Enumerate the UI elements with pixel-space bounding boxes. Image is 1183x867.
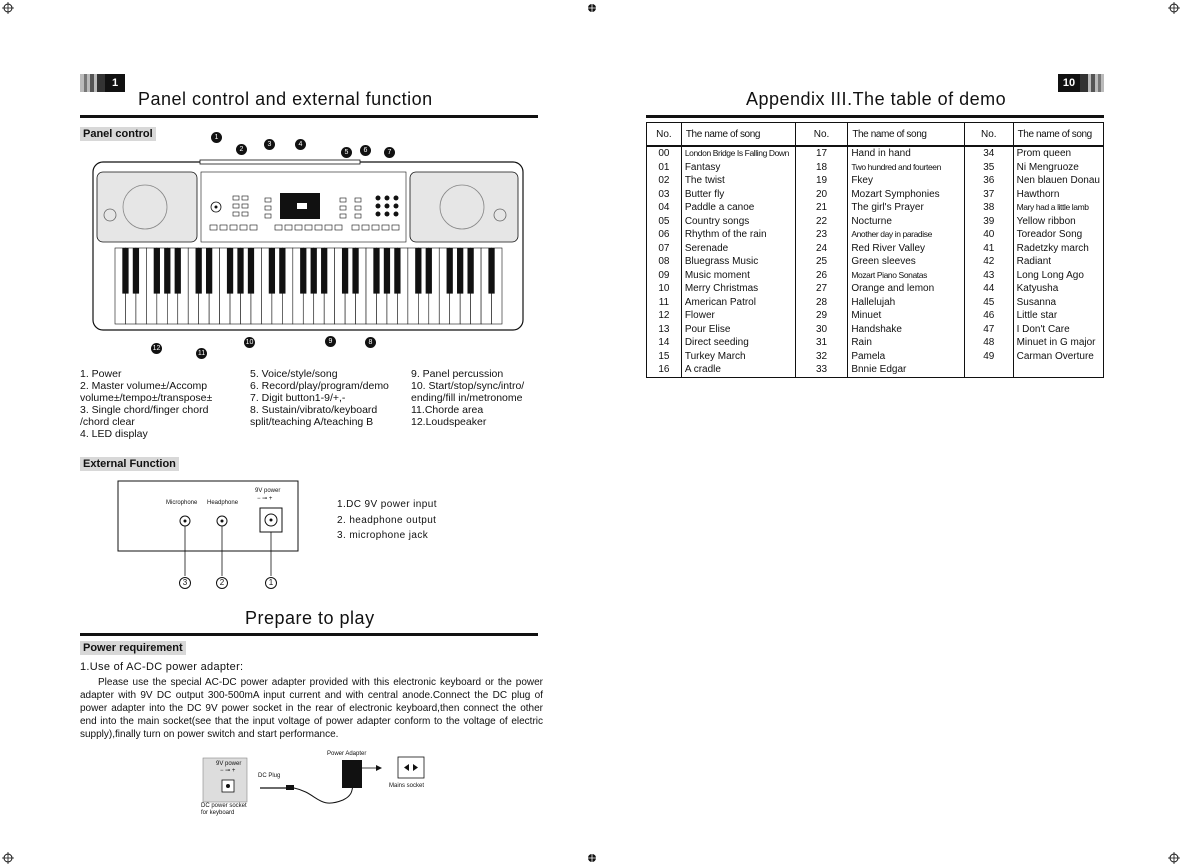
song-number-cell: 11: [647, 296, 682, 310]
song-name-cell: Minuet in G major: [1013, 336, 1103, 350]
table-row: [647, 255, 1104, 269]
song-name-cell: Pamela: [848, 350, 965, 364]
prepare-rule: [80, 633, 538, 636]
callout-4: 4: [295, 139, 306, 150]
song-number-cell: 24: [795, 242, 848, 256]
registration-mark-icon: [2, 852, 14, 864]
song-name-cell: Radetzky march: [1013, 242, 1103, 256]
song-number-cell: 13: [647, 323, 682, 337]
song-number-cell: 48: [964, 336, 1013, 350]
column-header-song-name: The name of song: [848, 123, 965, 147]
callout-11: 11: [197, 350, 206, 357]
song-number-cell: 05: [647, 215, 682, 229]
external-function-list: 1.DC 9V power input 2. headphone output 3. microphone jack: [337, 499, 437, 541]
socket-polarity-label: − ⊸ +: [220, 768, 236, 774]
song-name-cell: Mozart Piano Sonatas: [848, 269, 965, 283]
panel-legend-col3: 9. Panel percussion 10. Start/stop/sync/intro/ ending/fill in/metronome 11.Chorde area 12.Loudspeaker: [411, 368, 525, 428]
song-number-cell: 03: [647, 188, 682, 202]
song-name-cell: Two hundred and fourteen: [848, 161, 965, 175]
table-row: [647, 363, 1104, 377]
power-adapter-paragraph: Please use the special AC-DC power adapter provided with this electronic keyboard or the power adapter with 9V DC output 300-500mA input current and with central anode.Connect the DC plug of power adapter into the DC 9V power socket in the rear of electronic keyboard,then connect the other end into the main socket(see that the input voltage of power adapter conform to the voltage of electric supply),finally turn on power switch and start performance.: [80, 677, 543, 740]
song-number-cell: 39: [964, 215, 1013, 229]
song-name-cell: The twist: [681, 174, 795, 188]
table-row: [647, 336, 1104, 350]
power-adapter-label: Power Adapter: [327, 751, 367, 757]
song-number-cell: 35: [964, 161, 1013, 175]
dc-socket-caption-1: DC power socket: [201, 803, 247, 809]
song-name-cell: Nen blauen Donau: [1013, 174, 1103, 188]
song-number-cell: 36: [964, 174, 1013, 188]
song-number-cell: 00: [647, 146, 682, 161]
page-title: Panel control and external function: [138, 89, 433, 109]
song-name-cell: Toreador Song: [1013, 228, 1103, 242]
callout-1: 1: [211, 132, 222, 143]
section-label-external-function: External Function: [80, 457, 179, 471]
song-name-cell: American Patrol: [681, 296, 795, 310]
song-number-cell: 44: [964, 282, 1013, 296]
table-row: [647, 201, 1104, 215]
song-number-cell: 21: [795, 201, 848, 215]
microphone-jack-label: Microphone: [166, 500, 198, 506]
jack-callout-2: 2: [216, 577, 228, 589]
table-row: [647, 215, 1104, 229]
column-header-no: No.: [647, 123, 682, 147]
song-name-cell: Hand in hand: [848, 146, 965, 161]
callout-10: 10: [245, 339, 254, 346]
song-number-cell: [964, 363, 1013, 377]
song-number-cell: 25: [795, 255, 848, 269]
table-row: [647, 269, 1104, 283]
song-number-cell: 27: [795, 282, 848, 296]
table-row: [647, 350, 1104, 364]
column-header-no: No.: [795, 123, 848, 147]
song-name-cell: A cradle: [681, 363, 795, 377]
song-number-cell: 04: [647, 201, 682, 215]
song-number-cell: 46: [964, 309, 1013, 323]
mains-socket-label: Mains socket: [389, 783, 425, 789]
song-name-cell: Rhythm of the rain: [681, 228, 795, 242]
callout-7: 7: [384, 147, 395, 158]
song-name-cell: Serenade: [681, 242, 795, 256]
song-number-cell: 28: [795, 296, 848, 310]
section-label-power-requirement: Power requirement: [80, 641, 186, 655]
song-number-cell: 20: [795, 188, 848, 202]
song-number-cell: 07: [647, 242, 682, 256]
song-name-cell: Radiant: [1013, 255, 1103, 269]
demo-song-table: [646, 122, 1104, 378]
table-row: [647, 323, 1104, 337]
page-number: 1: [105, 74, 125, 92]
callout-9: 9: [325, 336, 336, 347]
song-name-cell: [1013, 363, 1103, 377]
song-number-cell: 12: [647, 309, 682, 323]
column-header-song-name: The name of song: [1013, 123, 1103, 147]
song-number-cell: 43: [964, 269, 1013, 283]
page-tab-stripes-icon: [1080, 74, 1104, 92]
song-number-cell: 09: [647, 269, 682, 283]
song-name-cell: Ni Mengruoze: [1013, 161, 1103, 175]
song-number-cell: 14: [647, 336, 682, 350]
callout-3: 3: [264, 139, 275, 150]
table-row: [647, 161, 1104, 175]
headphone-jack-label: Headphone: [207, 500, 239, 506]
song-number-cell: 01: [647, 161, 682, 175]
table-row: [647, 242, 1104, 256]
song-name-cell: Turkey March: [681, 350, 795, 364]
song-number-cell: 49: [964, 350, 1013, 364]
song-number-cell: 45: [964, 296, 1013, 310]
song-name-cell: Little star: [1013, 309, 1103, 323]
page-tab-stripes-icon: [80, 74, 106, 92]
song-name-cell: Orange and lemon: [848, 282, 965, 296]
song-number-cell: 02: [647, 174, 682, 188]
song-name-cell: Merry Christmas: [681, 282, 795, 296]
song-number-cell: 38: [964, 201, 1013, 215]
title-rule: [646, 115, 1104, 118]
callout-6: 6: [360, 145, 371, 156]
song-name-cell: London Bridge Is Falling Down: [681, 146, 795, 161]
song-name-cell: Handshake: [848, 323, 965, 337]
page-number: 10: [1058, 74, 1080, 92]
song-name-cell: Rain: [848, 336, 965, 350]
song-name-cell: Bluegrass Music: [681, 255, 795, 269]
song-name-cell: Yellow ribbon: [1013, 215, 1103, 229]
song-number-cell: 23: [795, 228, 848, 242]
song-name-cell: Katyusha: [1013, 282, 1103, 296]
table-row: [647, 282, 1104, 296]
power-jack-label: 9V power: [255, 488, 281, 494]
registration-mark-icon: [2, 2, 14, 14]
song-number-cell: 34: [964, 146, 1013, 161]
jack-callout-3: 3: [179, 577, 191, 589]
song-number-cell: 15: [647, 350, 682, 364]
song-name-cell: Green sleeves: [848, 255, 965, 269]
section-label-panel-control: Panel control: [80, 127, 156, 141]
song-number-cell: 10: [647, 282, 682, 296]
song-number-cell: 18: [795, 161, 848, 175]
registration-mark-icon: [1168, 852, 1180, 864]
dc-plug-label: DC Plug: [258, 773, 281, 779]
song-name-cell: Direct seeding: [681, 336, 795, 350]
section-title-prepare-to-play: Prepare to play: [245, 608, 375, 628]
song-name-cell: Country songs: [681, 215, 795, 229]
song-name-cell: The girl's Prayer: [848, 201, 965, 215]
song-number-cell: 16: [647, 363, 682, 377]
song-name-cell: I Don't Care: [1013, 323, 1103, 337]
song-number-cell: 47: [964, 323, 1013, 337]
title-rule: [80, 115, 538, 118]
column-header-song-name: The name of song: [681, 123, 795, 147]
callout-8: 8: [365, 337, 376, 348]
song-name-cell: Susanna: [1013, 296, 1103, 310]
song-name-cell: Nocturne: [848, 215, 965, 229]
song-number-cell: 17: [795, 146, 848, 161]
song-number-cell: 40: [964, 228, 1013, 242]
song-number-cell: 42: [964, 255, 1013, 269]
table-row: [647, 228, 1104, 242]
jack-callout-1: 1: [265, 577, 277, 589]
song-number-cell: 06: [647, 228, 682, 242]
song-number-cell: 37: [964, 188, 1013, 202]
song-name-cell: Red River Valley: [848, 242, 965, 256]
song-name-cell: Fantasy: [681, 161, 795, 175]
song-name-cell: Pour Elise: [681, 323, 795, 337]
polarity-symbol: − ⊸ +: [257, 496, 273, 502]
dc-socket-caption-2: for keyboard: [201, 810, 235, 816]
song-number-cell: 32: [795, 350, 848, 364]
table-row: [647, 309, 1104, 323]
song-name-cell: Butter fly: [681, 188, 795, 202]
song-name-cell: Hallelujah: [848, 296, 965, 310]
table-row: [647, 174, 1104, 188]
page-title: Appendix III.The table of demo: [746, 89, 1007, 109]
table-row: [647, 296, 1104, 310]
jack-panel-illustration: [110, 478, 310, 593]
registration-mark-icon: [1168, 2, 1180, 14]
song-number-cell: 29: [795, 309, 848, 323]
song-number-cell: 41: [964, 242, 1013, 256]
table-row: [647, 188, 1104, 202]
song-name-cell: Mozart Symphonies: [848, 188, 965, 202]
callout-2: 2: [236, 144, 247, 155]
table-row: [647, 146, 1104, 161]
song-number-cell: 33: [795, 363, 848, 377]
keyboard-panel-illustration: [90, 130, 530, 360]
song-name-cell: Another day in paradise: [848, 228, 965, 242]
callout-12: 12: [152, 345, 161, 352]
song-name-cell: Prom queen: [1013, 146, 1103, 161]
panel-legend-col2: 5. Voice/style/song 6. Record/play/program/demo 7. Digit button1-9/+,- 8. Sustain/vibrato/keyboard split/teaching A/teaching B: [250, 368, 389, 428]
song-name-cell: Music moment: [681, 269, 795, 283]
song-name-cell: Flower: [681, 309, 795, 323]
song-name-cell: Long Long Ago: [1013, 269, 1103, 283]
song-name-cell: Minuet: [848, 309, 965, 323]
registration-mark-icon: [586, 2, 598, 14]
registration-mark-icon: [586, 852, 598, 864]
callout-5: 5: [341, 147, 352, 158]
song-number-cell: 08: [647, 255, 682, 269]
song-name-cell: Paddle a canoe: [681, 201, 795, 215]
song-name-cell: Carman Overture: [1013, 350, 1103, 364]
song-number-cell: 30: [795, 323, 848, 337]
table-header-row: [647, 123, 1104, 147]
socket-title-label: 9V power: [216, 761, 242, 767]
song-number-cell: 31: [795, 336, 848, 350]
column-header-no: No.: [964, 123, 1013, 147]
song-number-cell: 19: [795, 174, 848, 188]
song-number-cell: 26: [795, 269, 848, 283]
panel-legend-col1: 1. Power 2. Master volume±/Accomp volume±/tempo±/transpose± 3. Single chord/finger chord /chord clear 4. LED display: [80, 368, 213, 440]
song-name-cell: Bnnie Edgar: [848, 363, 965, 377]
song-name-cell: Hawthorn: [1013, 188, 1103, 202]
song-name-cell: Mary had a little lamb: [1013, 201, 1103, 215]
song-number-cell: 22: [795, 215, 848, 229]
power-adapter-heading: 1.Use of AC-DC power adapter:: [80, 661, 244, 673]
song-name-cell: Fkey: [848, 174, 965, 188]
